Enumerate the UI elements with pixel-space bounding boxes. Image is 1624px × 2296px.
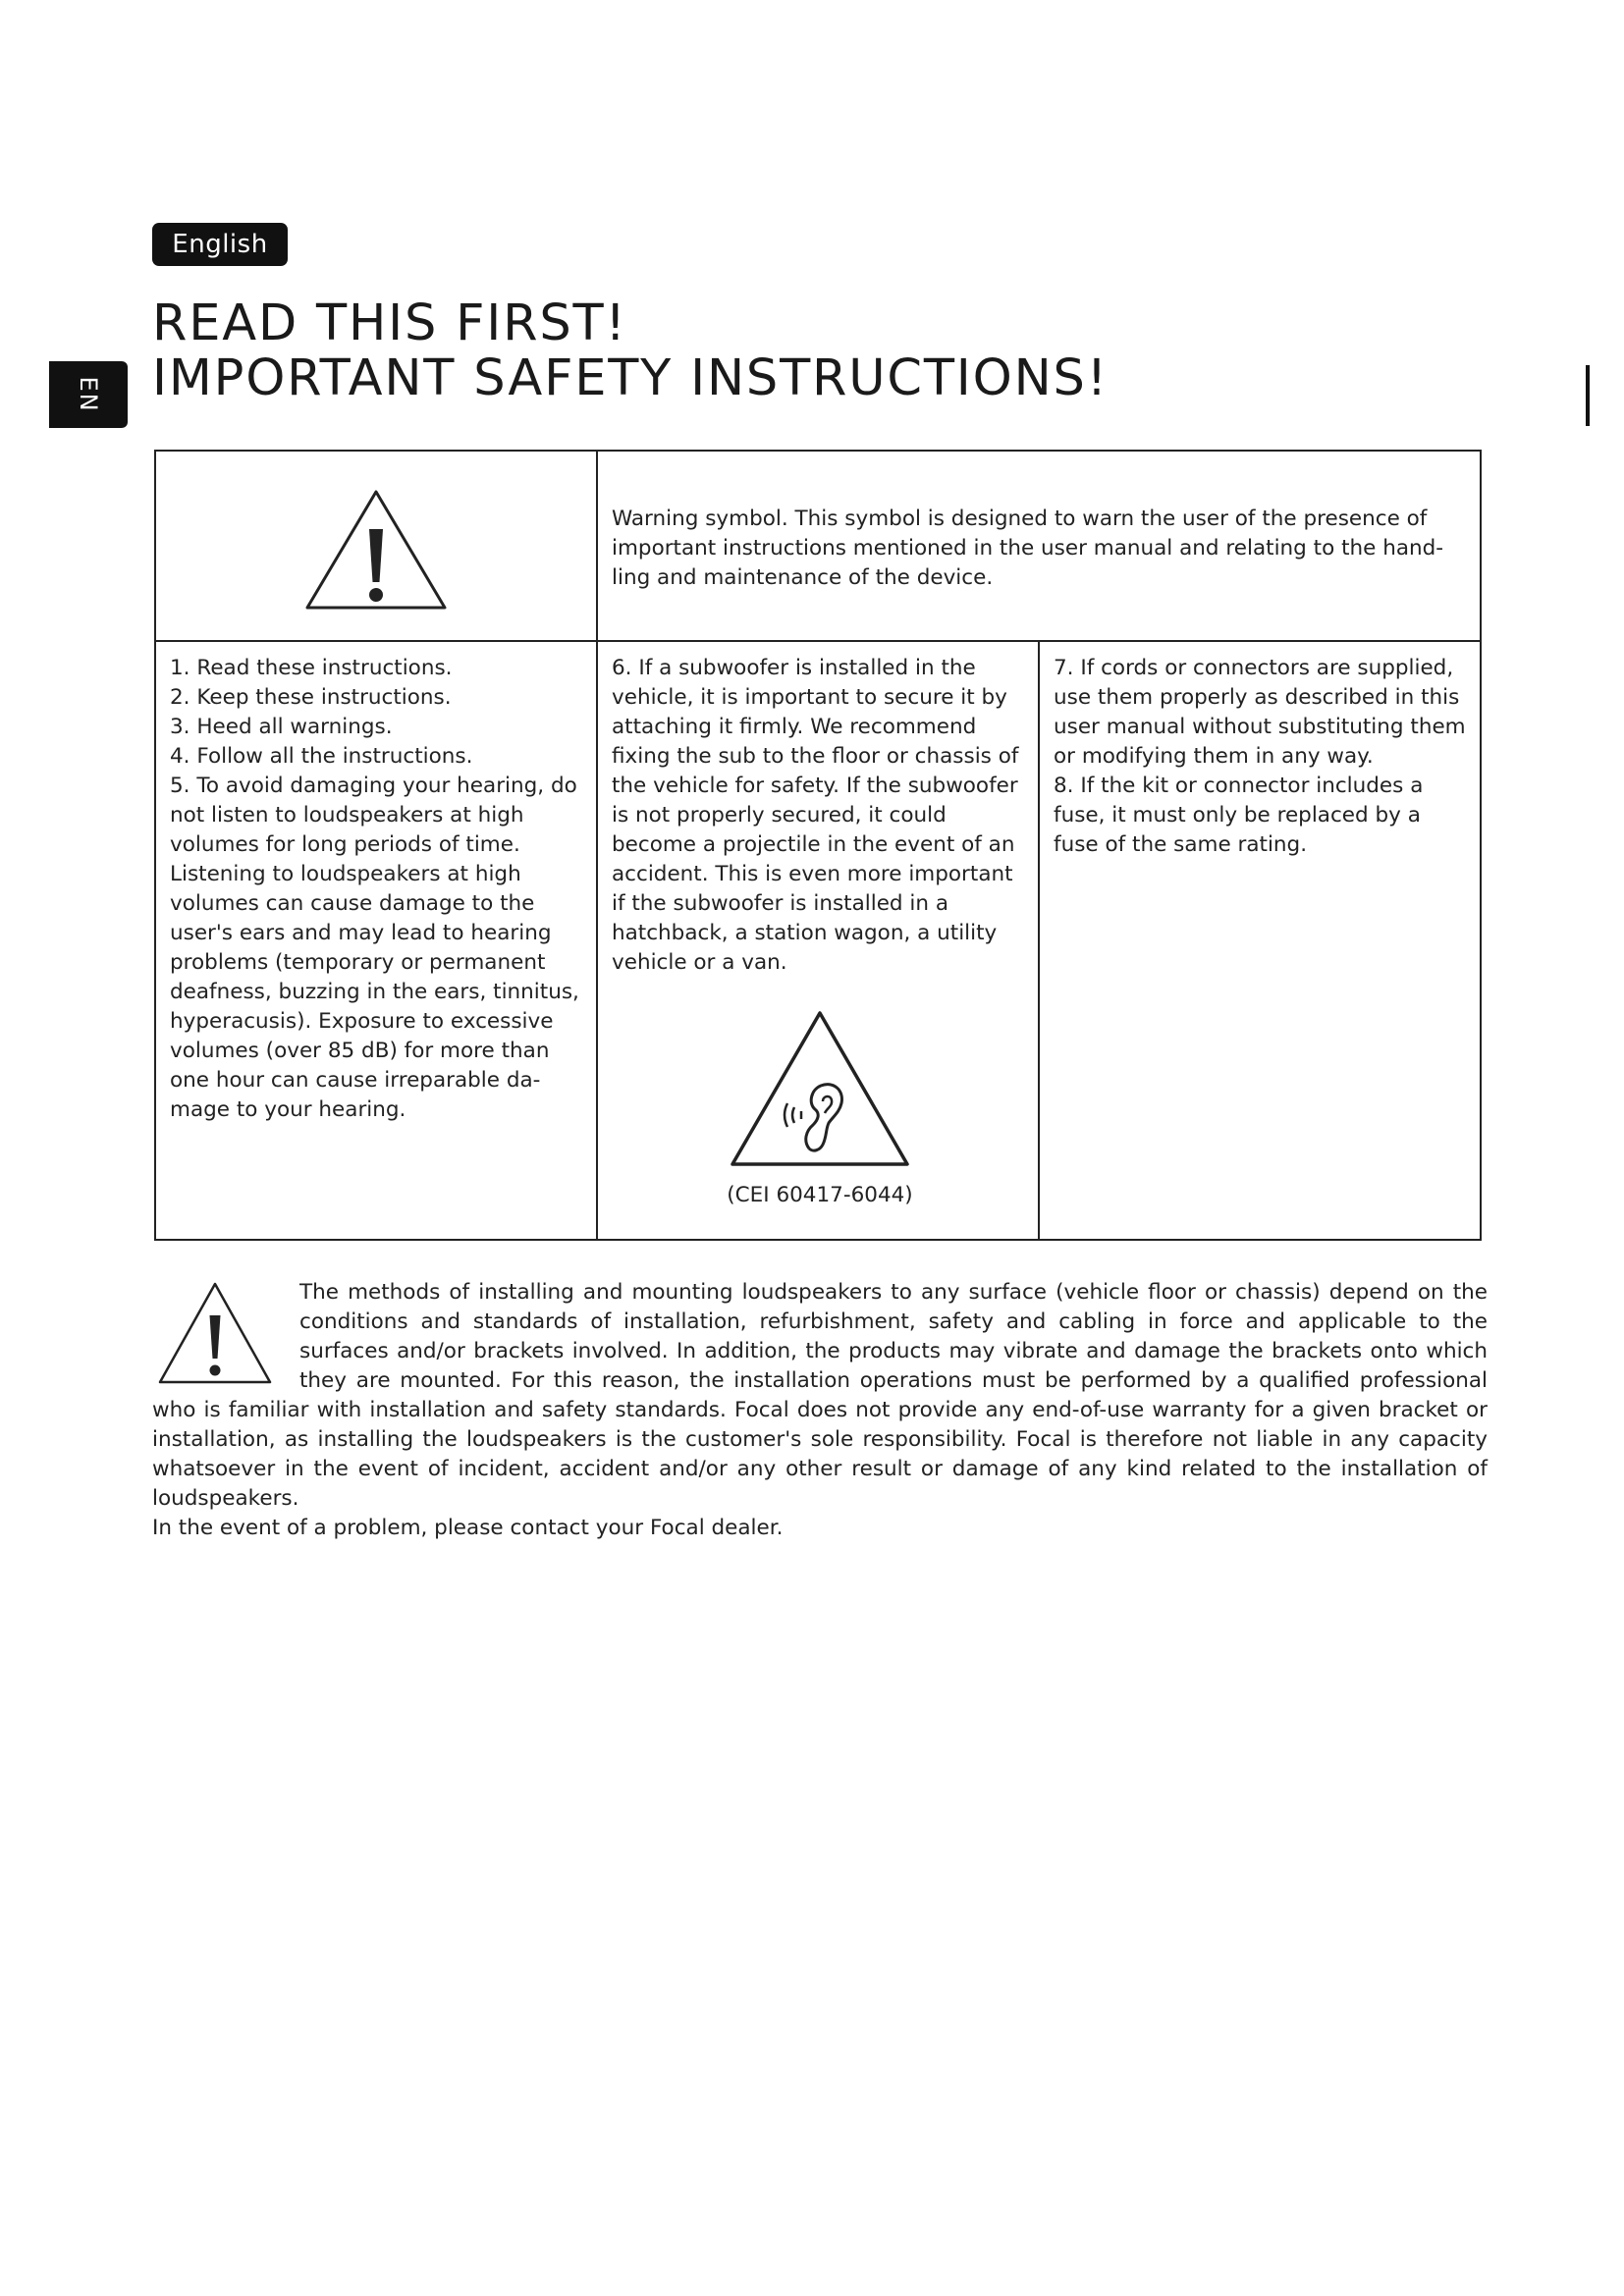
warning-symbol-description-cell xyxy=(597,451,1481,641)
installation-notice-text: The methods of installing and mounting loudspeakers to any surface (vehicle floor or chassis) depend on the conditions and standards of installation, refurbishment, safety and cabling in force and applicable to the surfaces and/or brackets involved. In addition, the products may vibrate and damage the brackets onto which they are mounted. For this reason, the installation operations must be performed by a qualified professional who is familiar with installation and safety standards. Focal does not provide any end-of-use warranty for a given bracket or installation, as installing the loudspeakers is the customer's sole responsibility. Focal is therefore not liable in any capacity whatsoever in the event of incident, accident and/or any other result or damage of any kind related to the installation of loudspeakers. xyxy=(152,1280,1488,1511)
instruction-item-1: 1. Read these instructions. xyxy=(170,656,453,680)
instructions-column-2 xyxy=(597,641,1039,1240)
warning-icon-cell xyxy=(155,451,597,641)
installation-notice xyxy=(152,1278,1488,1543)
hearing-standard-label: (CEI 60417-6044) xyxy=(727,1183,913,1207)
instruction-item-7: 7. If cords or connectors are supplied, use them properly as described in this user manual without substituting them or modifying them in any way. xyxy=(1054,656,1466,769)
instruction-item-5: 5. To avoid damaging your hearing, do not listen to loudspeakers at high volumes for long periods of time. Listening to loudspeakers at high volumes can cause damage to the user's ears and may lead to hearing problems (temporary or permanent deafness, buzzing in the ears, tinnitus, hyperacusis). Exposure to excessive volumes (over 85 dB) for more than one hour can cause irreparable da-mage to your hearing. xyxy=(170,774,579,1122)
safety-instructions-table xyxy=(154,450,1482,1241)
language-side-tab xyxy=(49,361,128,428)
language-badge: English xyxy=(152,223,288,266)
hearing-symbol xyxy=(612,1007,1028,1210)
instruction-item-6: 6. If a subwoofer is installed in the vehicle, it is important to secure it by attaching it firmly. We recommend fixing the sub to the floor or chassis of the vehicle for safety. If the subwoofer is not properly secured, it could become a projectile in the event of an accident. This is even more important if the subwoofer is installed in a hatchback, a station wagon, a utility vehicle or a van. xyxy=(612,656,1019,975)
warning-symbol-row xyxy=(155,451,1481,641)
dealer-contact-text: In the event of a problem, please contact your Focal dealer. xyxy=(152,1516,784,1540)
warning-triangle-icon xyxy=(156,1280,274,1388)
instruction-item-4: 4. Follow all the instructions. xyxy=(170,744,473,769)
warning-symbol-text: Warning symbol. This symbol is designed to warn the user of the presence of important instructions mentioned in the user manual and relating to the hand-ling and maintenance of the device. xyxy=(612,507,1444,590)
instruction-item-3: 3. Heed all warnings. xyxy=(170,715,393,739)
page-title xyxy=(152,296,1109,406)
page-edge-marker xyxy=(1586,365,1590,426)
instructions-column-1 xyxy=(155,641,597,1240)
title-line-1: READ THIS FIRST! xyxy=(152,294,627,352)
instructions-row xyxy=(155,641,1481,1240)
instructions-column-3 xyxy=(1039,641,1481,1240)
side-tab-label: EN xyxy=(75,376,102,413)
title-line-2: IMPORTANT SAFETY INSTRUCTIONS! xyxy=(152,349,1109,407)
instruction-item-2: 2. Keep these instructions. xyxy=(170,685,452,710)
warning-triangle-icon xyxy=(302,486,450,614)
instruction-item-8: 8. If the kit or connector includes a fuse, it must only be replaced by a fuse of the same rating. xyxy=(1054,774,1424,857)
hearing-damage-warning-icon xyxy=(725,1007,915,1172)
